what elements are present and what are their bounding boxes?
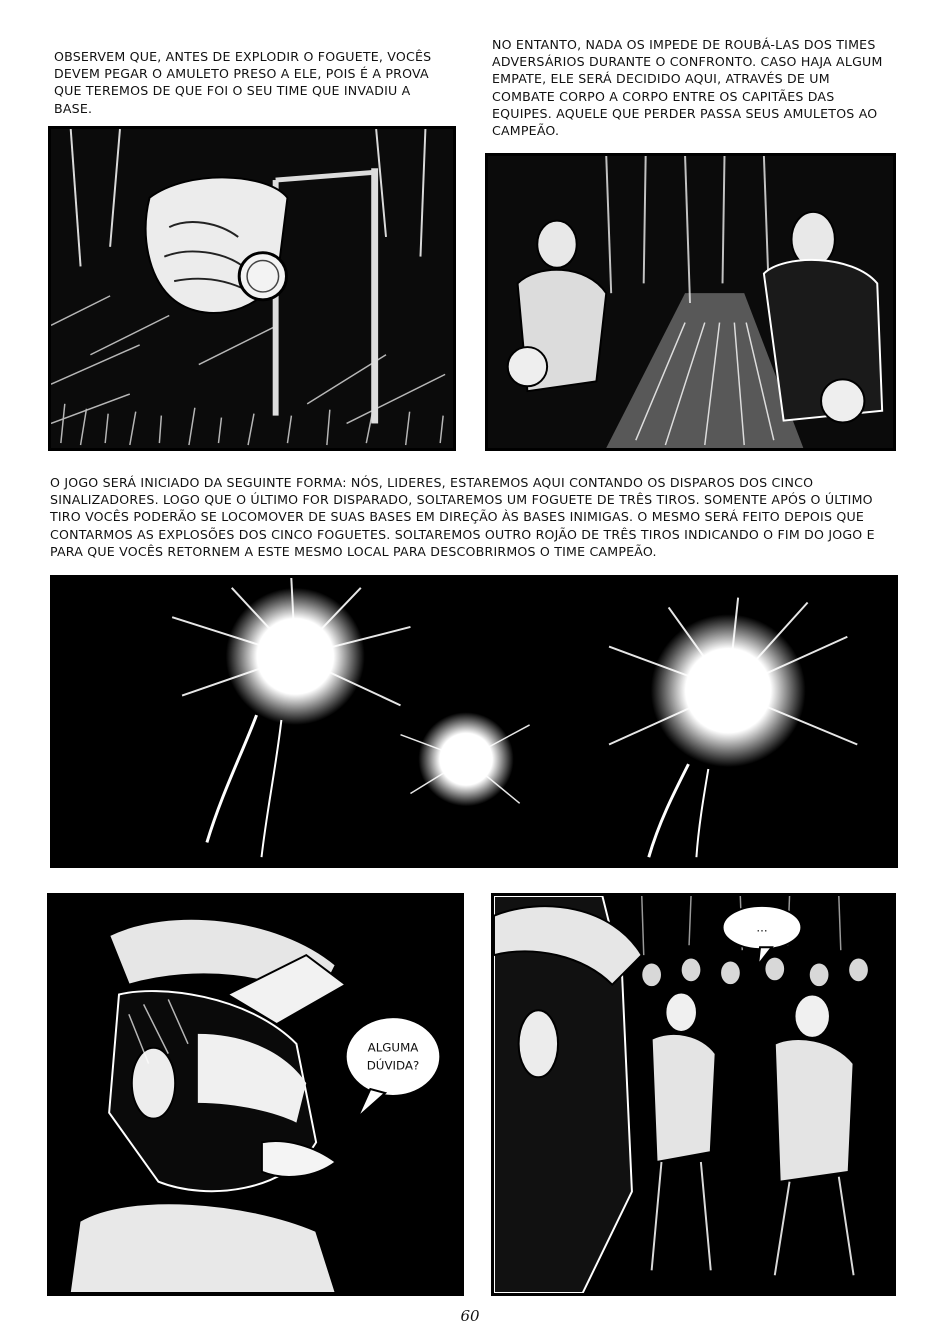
bubble-text-line2: dúvida? xyxy=(366,1058,420,1073)
caption-top-right: NO ENTANTO, NADA OS IMPEDE DE ROUBÁ-LAS DOS TIMES ADVERSÁRIOS DURANTE O CONFRONTO. CASO HAJA ALGUM EMPATE, ELE SERÁ DECIDIDO AQUI, ATRAVÉS DE UM COMBATE CORPO A CORPO ENTRE OS CAPITÃES DAS EQUIPES. AQUELE QUE PERDER PASSA SEUS AMULETOS AO CAMPEÃO. xyxy=(492,37,883,139)
panel-leader-question xyxy=(47,893,464,1296)
panel-forest-confrontation xyxy=(485,153,896,451)
page-number: 60 xyxy=(460,1307,480,1325)
caption-top-left: OBSERVEM QUE, ANTES DE EXPLODIR O FOGUETE, VOCÊS DEVEM PEGAR O AMULETO PRESO A ELE, POIS É A PROVA QUE TEREMOS DE QUE FOI O SEU TIME QUE INVADIU A BASE. xyxy=(54,49,432,116)
panel-hand-amulet xyxy=(48,126,456,451)
panel-seated-crowd xyxy=(491,893,896,1296)
panel-fireworks xyxy=(50,575,898,868)
bubble-text-line1: Alguma xyxy=(367,1040,419,1055)
bubble-ellipsis-text: ... xyxy=(756,920,768,935)
caption-middle: O JOGO SERÁ INICIADO DA SEGUINTE FORMA: NÓS, LIDERES, ESTAREMOS AQUI CONTANDO OS DISPAROS DOS CINCO SINALIZADORES. LOGO QUE O ÚLTIMO FOR DISPARADO, SOLTAREMOS UM FOGUETE DE TRÊS TIROS. SOMENTE APÓS O ÚLTIMO TIRO VOCÊS PODERÃO SE LOCOMOVER DE SUAS BASES EM DIREÇÃO ÀS BASES INIMIGAS. O MESMO SERÁ FEITO DEPOIS QUE CONTARMOS AS EXPLOSÕES DOS CINCO FOGUETES. SOLTAREMOS OUTRO ROJÃO DE TRÊS TIROS INDICANDO O FIM DO JOGO E PARA QUE VOCÊS RETORNEM A ESTE MESMO LOCAL PARA DESCOBRIRMOS O TIME CAMPEÃO. xyxy=(50,475,875,559)
